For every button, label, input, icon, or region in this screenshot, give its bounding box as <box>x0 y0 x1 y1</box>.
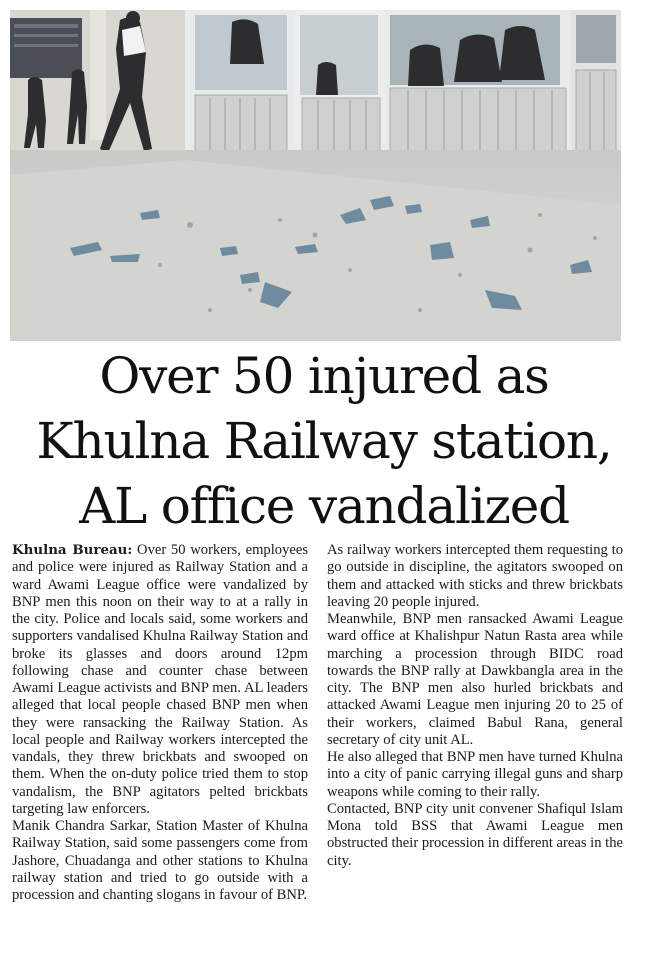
article-paragraph-4: Meanwhile, BNP men ransacked Awami League ward office at Khalishpur Natun Rasta area while marching a procession through BIDC road towards the BNP rally at Dawkbangla area in the city. The BNP men also hurled brickbats and attacked Awami League men injuring 20 to 25 of their workers, claimed Babul Rana, general secretary of city unit AL. <box>327 611 623 748</box>
broken-glass-floor-image <box>10 10 621 341</box>
article-column-right <box>327 542 623 870</box>
article-column-left <box>12 542 308 904</box>
byline: Khulna Bureau: <box>12 542 133 558</box>
article-paragraph-5: He also alleged that BNP men have turned Khulna into a city of panic carrying illegal guns and sharp weapons while coming to their rally. <box>327 749 623 800</box>
news-photo <box>10 10 621 341</box>
headline-line-3: AL office vandalized <box>79 477 569 535</box>
paragraph-1-text: Over 50 workers, employees and police were injured as Railway Station and a ward Awami League office were vandalized by BNP men this noon on their way to at a rally in the city. Police and locals said, some workers and supporters vandalised Khulna Railway Station and broke its glasses and doors around 12pm following chase and counter chase between Awami League activists and BNP men. AL leaders alleged that local people chased BNP men when they were ransacking the Railway Station. As local people and Railway workers intercepted the vandals, they threw brickbats and swooped on them. When the on-duty police tried them to stop vandalism, the BNP agitators pelted brickbats targeting law enforcers. <box>12 542 309 817</box>
headline <box>0 344 648 539</box>
headline-line-2: Khulna Railway station, <box>36 412 612 470</box>
article-paragraph-2: Manik Chandra Sarkar, Station Master of Khulna Railway Station, said some passengers come from Jashore, Chuadanga and other stations to Khulna railway station and tried to go outside with a procession and chanting slogans in favour of BNP. <box>12 818 308 903</box>
article-paragraph-3: As railway workers intercepted them requesting to go outside in discipline, the agitators swooped on them and attacked with sticks and threw brickbats leaving 20 people injured. <box>327 542 623 610</box>
article-paragraph-1 <box>12 542 308 818</box>
article-paragraph-6: Contacted, BNP city unit convener Shafiqul Islam Mona told BSS that Awami League men obstructed their procession in different areas in the city. <box>327 800 623 869</box>
headline-line-1: Over 50 injured as <box>99 347 549 405</box>
